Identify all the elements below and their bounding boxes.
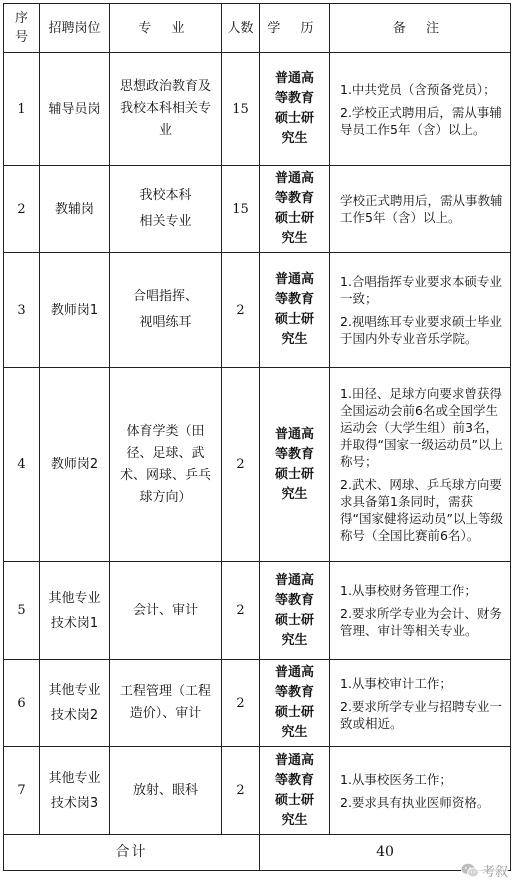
table-row [4, 253, 511, 368]
table-row [4, 368, 511, 562]
total-value: 40 [260, 835, 511, 871]
header-education: 学 历 [260, 4, 330, 53]
header-notes: 备 注 [330, 4, 511, 53]
position-cell: 其他专业 技术岗3 [40, 747, 110, 835]
seq-cell: 4 [4, 368, 40, 562]
seq-cell: 5 [4, 562, 40, 660]
table-row [4, 660, 511, 747]
table-row [4, 166, 511, 253]
count-cell: 2 [222, 562, 260, 660]
education-cell: 普通高等教育硕士研究生 [260, 747, 330, 835]
education-cell: 普通高等教育硕士研究生 [260, 368, 330, 562]
wechat-icon [461, 863, 479, 878]
position-cell: 教师岗2 [40, 368, 110, 562]
table-row [4, 747, 511, 835]
position-cell: 辅导员岗 [40, 53, 110, 166]
major-cell: 思想政治教育及我校本科相关专业 [110, 53, 222, 166]
notes-cell: 1.田径、足球方向要求曾获得全国运动会前6名或全国学生运动会（大学生组）前3名，并取得“国家一级运动员”以上称号； 2.武术、网球、乒乓球方向要求具备第1条同时，需获得“国家健将运动员”以上等级称号（全国比赛前6名）。 [330, 368, 511, 562]
count-cell: 15 [222, 166, 260, 253]
header-major: 专 业 [110, 4, 222, 53]
education-cell: 普通高等教育硕士研究生 [260, 660, 330, 747]
notes-cell: 1.从事校财务管理工作； 2.要求所学专业为会计、财务管理、审计等相关专业。 [330, 562, 511, 660]
major-cell: 放射、眼科 [110, 747, 222, 835]
position-cell: 其他专业 技术岗2 [40, 660, 110, 747]
header-seq: 序 号 [4, 4, 40, 53]
count-cell: 2 [222, 253, 260, 368]
education-cell: 普通高等教育硕士研究生 [260, 53, 330, 166]
header-count: 人数 [222, 4, 260, 53]
education-cell: 普通高等教育硕士研究生 [260, 562, 330, 660]
major-cell: 我校本科 相关专业 [110, 166, 222, 253]
notes-cell: 1.合唱指挥专业要求本硕专业一致； 2.视唱练耳专业要求硕士毕业于国内外专业音乐学院。 [330, 253, 511, 368]
count-cell: 15 [222, 53, 260, 166]
position-cell: 其他专业 技术岗1 [40, 562, 110, 660]
notes-cell: 1.中共党员（含预备党员）； 2.学校正式聘用后，需从事辅导员工作5年（含）以上。 [330, 53, 511, 166]
major-cell: 体育学类（田径、足球、武术、网球、乒乓球方向） [110, 368, 222, 562]
notes-cell: 1.从事校医务工作； 2.要求具有执业医师资格。 [330, 747, 511, 835]
education-cell: 普通高等教育硕士研究生 [260, 253, 330, 368]
position-cell: 教辅岗 [40, 166, 110, 253]
count-cell: 2 [222, 747, 260, 835]
table-row [4, 562, 511, 660]
seq-cell: 2 [4, 166, 40, 253]
total-label: 合计 [4, 835, 260, 871]
header-row [4, 4, 511, 53]
major-cell: 合唱指挥、 视唱练耳 [110, 253, 222, 368]
recruitment-table [3, 3, 511, 871]
major-cell: 工程管理（工程造价）、审计 [110, 660, 222, 747]
total-row [4, 835, 511, 871]
notes-cell: 1.从事校审计工作； 2.要求所学专业与招聘专业一致或相近。 [330, 660, 511, 747]
notes-cell: 学校正式聘用后，需从事教辅工作5年（含）以上。 [330, 166, 511, 253]
seq-cell: 7 [4, 747, 40, 835]
major-cell: 会计、审计 [110, 562, 222, 660]
seq-cell: 1 [4, 53, 40, 166]
position-cell: 教师岗1 [40, 253, 110, 368]
count-cell: 2 [222, 660, 260, 747]
seq-cell: 6 [4, 660, 40, 747]
header-position: 招聘岗位 [40, 4, 110, 53]
seq-cell: 3 [4, 253, 40, 368]
watermark [461, 861, 508, 880]
count-cell: 2 [222, 368, 260, 562]
watermark-text: 考叙 [481, 865, 508, 880]
table-row [4, 53, 511, 166]
education-cell: 普通高等教育硕士研究生 [260, 166, 330, 253]
